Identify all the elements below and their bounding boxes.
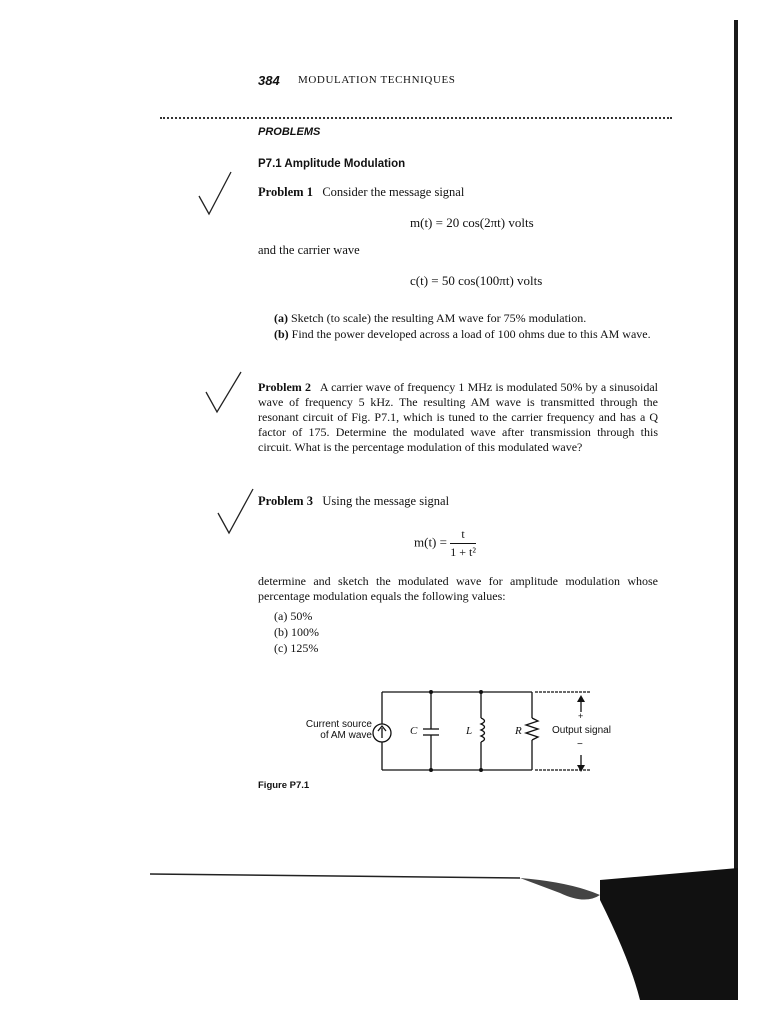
- inductor-label: L: [466, 725, 473, 737]
- problem-3-text: determine and sketch the modulated wave for amplitude modulation whose percentage modulation equals the following values:: [258, 574, 658, 603]
- problem-text: A carrier wave of frequency 1 MHz is modulated 50% by a sinusoidal wave of frequency 5 kHz. The resulting AM wave is transmitted through the resonant circuit of Fig. P7.1, which is tuned to the carrier frequency and has a Q factor of 175. Determine the modulated wave after transmission through this circuit. What is the percentage modulation of this modulated wave?: [258, 380, 659, 454]
- problem-label: Problem 2: [258, 380, 311, 394]
- equation-lhs: m(t) =: [414, 534, 447, 550]
- running-title: MODULATION TECHNIQUES: [298, 74, 456, 86]
- source-label-line: Current source: [305, 719, 372, 730]
- problem-label: Problem 1: [258, 185, 313, 199]
- section-title: PROBLEMS: [258, 126, 321, 138]
- problem-intro: Consider the message signal: [322, 185, 465, 199]
- fraction-numerator: t: [450, 527, 476, 544]
- problem-intro: Using the message signal: [322, 494, 450, 508]
- part-label: (a): [274, 311, 288, 325]
- part-label: (b): [274, 327, 289, 341]
- problem-label: Problem 3: [258, 494, 313, 508]
- value-item: (b) 100%: [274, 625, 319, 639]
- fraction-denominator: 1 + t²: [450, 545, 476, 559]
- equation-carrier: c(t) = 50 cos(100πt) volts: [410, 273, 543, 288]
- page-number: 384: [258, 73, 280, 88]
- minus-sign: −: [577, 739, 583, 750]
- output-label: Output signal: [552, 725, 611, 736]
- figure-caption: Figure P7.1: [258, 780, 310, 791]
- capacitor-label: C: [410, 725, 418, 737]
- part-text: Find the power developed across a load of 100 ohms due to this AM wave.: [291, 327, 651, 341]
- source-label-line: of AM wave: [320, 730, 372, 741]
- value-item: (a) 50%: [274, 609, 313, 623]
- plus-sign: +: [578, 711, 584, 721]
- resistor-label: R: [515, 725, 522, 737]
- part-text: Sketch (to scale) the resulting AM wave for 75% modulation.: [291, 311, 587, 325]
- connector-text: and the carrier wave: [258, 243, 360, 257]
- value-item: (c) 125%: [274, 641, 319, 655]
- subsection-title: P7.1 Amplitude Modulation: [258, 158, 406, 170]
- equation-message: m(t) = 20 cos(2πt) volts: [410, 215, 534, 230]
